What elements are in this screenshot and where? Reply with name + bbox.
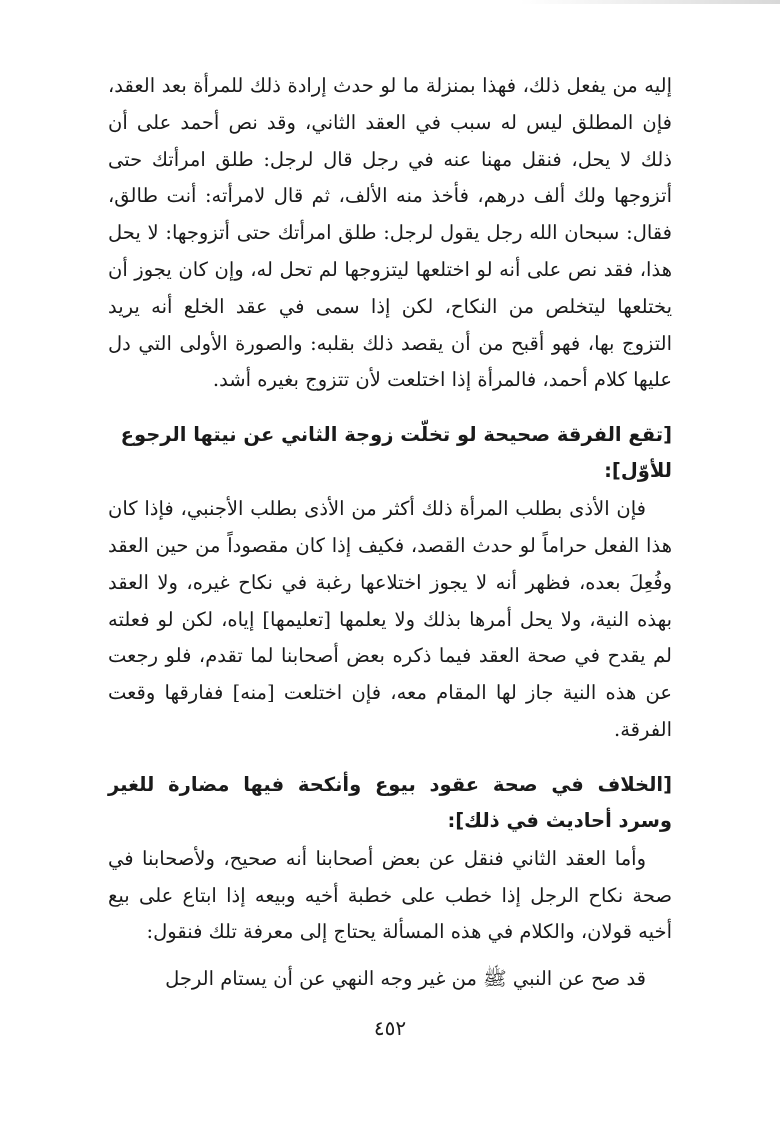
scan-edge-shadow bbox=[520, 0, 780, 4]
body-paragraph-3: وأما العقد الثاني فنقل عن بعض أصحابنا أنه صحيح، ولأصحابنا في صحة نكاح الرجل إذا خطب على خطبة أخيه وبيعه إذا ابتاع على بيع أخيه قولان، والكلام في هذه المسألة يحتاج إلى معرفة تلك فنقول: bbox=[108, 846, 672, 944]
section-gap bbox=[108, 951, 672, 961]
body-paragraph-2: فإن الأذى بطلب المرأة ذلك أكثر من الأذى بطلب الأجنبي، فإذا كان هذا الفعل حراماً لو حدث القصد، فكيف إذا كان مقصوداً من حين العقد وفُعِلَ بعده، فظهر أنه لا يجوز اختلاعها رغبة في نكاح غيره، ولا العقد بهذه النية، ولا يحل أمرها بذلك ولا يعلمها [تعليمها] إياه، لكن لو فعلته لم يقدح في صحة العقد فيما ذكره بعض أصحابنا لما تقدم، فلو رجعت عن هذه النية جاز لها المقام معه، فإن اختلعت [منه] ففارقها وقعت الفرقة. bbox=[108, 497, 672, 741]
section-heading-2: [الخلاف في صحة عقود بيوع وأنكحة فيها مضارة للغير وسرد أحاديث في ذلك]: bbox=[108, 772, 672, 832]
page-number: ٤٥٢ bbox=[373, 1016, 407, 1040]
page-body bbox=[108, 68, 672, 998]
body-paragraph-1: إليه من يفعل ذلك، فهذا بمنزلة ما لو حدث إرادة ذلك للمرأة بعد العقد، فإن المطلق ليس له سبب في العقد الثاني، وقد نص أحمد على أن ذلك لا يحل، فنقل مهنا عنه في رجل قال لرجل: طلق امرأتك حتى أتزوجها ولك ألف درهم، فأخذ منه الألف، ثم قال لامرأته: أنت طالق، فقال: سبحان الله رجل يقول لرجل: طلق امرأتك حتى أتزوجها: لا يحل هذا، فقد نص على أنه لو اختلعها ليتزوجها لم تحل له، وإن كان يجوز أن يختلعها ليتخلص من النكاح، لكن إذا سمى في عقد الخلع أنه يريد التزوج بها، فهو أقبح من أن يقصد ذلك بقلبه: والصورة الأولى التي دل عليها كلام أحمد، فالمرأة إذا اختلعت لأن تتزوج بغيره أشد. bbox=[108, 74, 672, 392]
section-heading-1: [تقع الفرقة صحيحة لو تخلّت زوجة الثاني عن نيتها الرجوع للأوّل]: bbox=[120, 423, 672, 483]
body-paragraph-4: قد صح عن النبي ﷺ من غير وجه النهي عن أن يستام الرجل bbox=[165, 967, 646, 991]
section-gap bbox=[108, 399, 672, 409]
section-gap bbox=[108, 749, 672, 759]
